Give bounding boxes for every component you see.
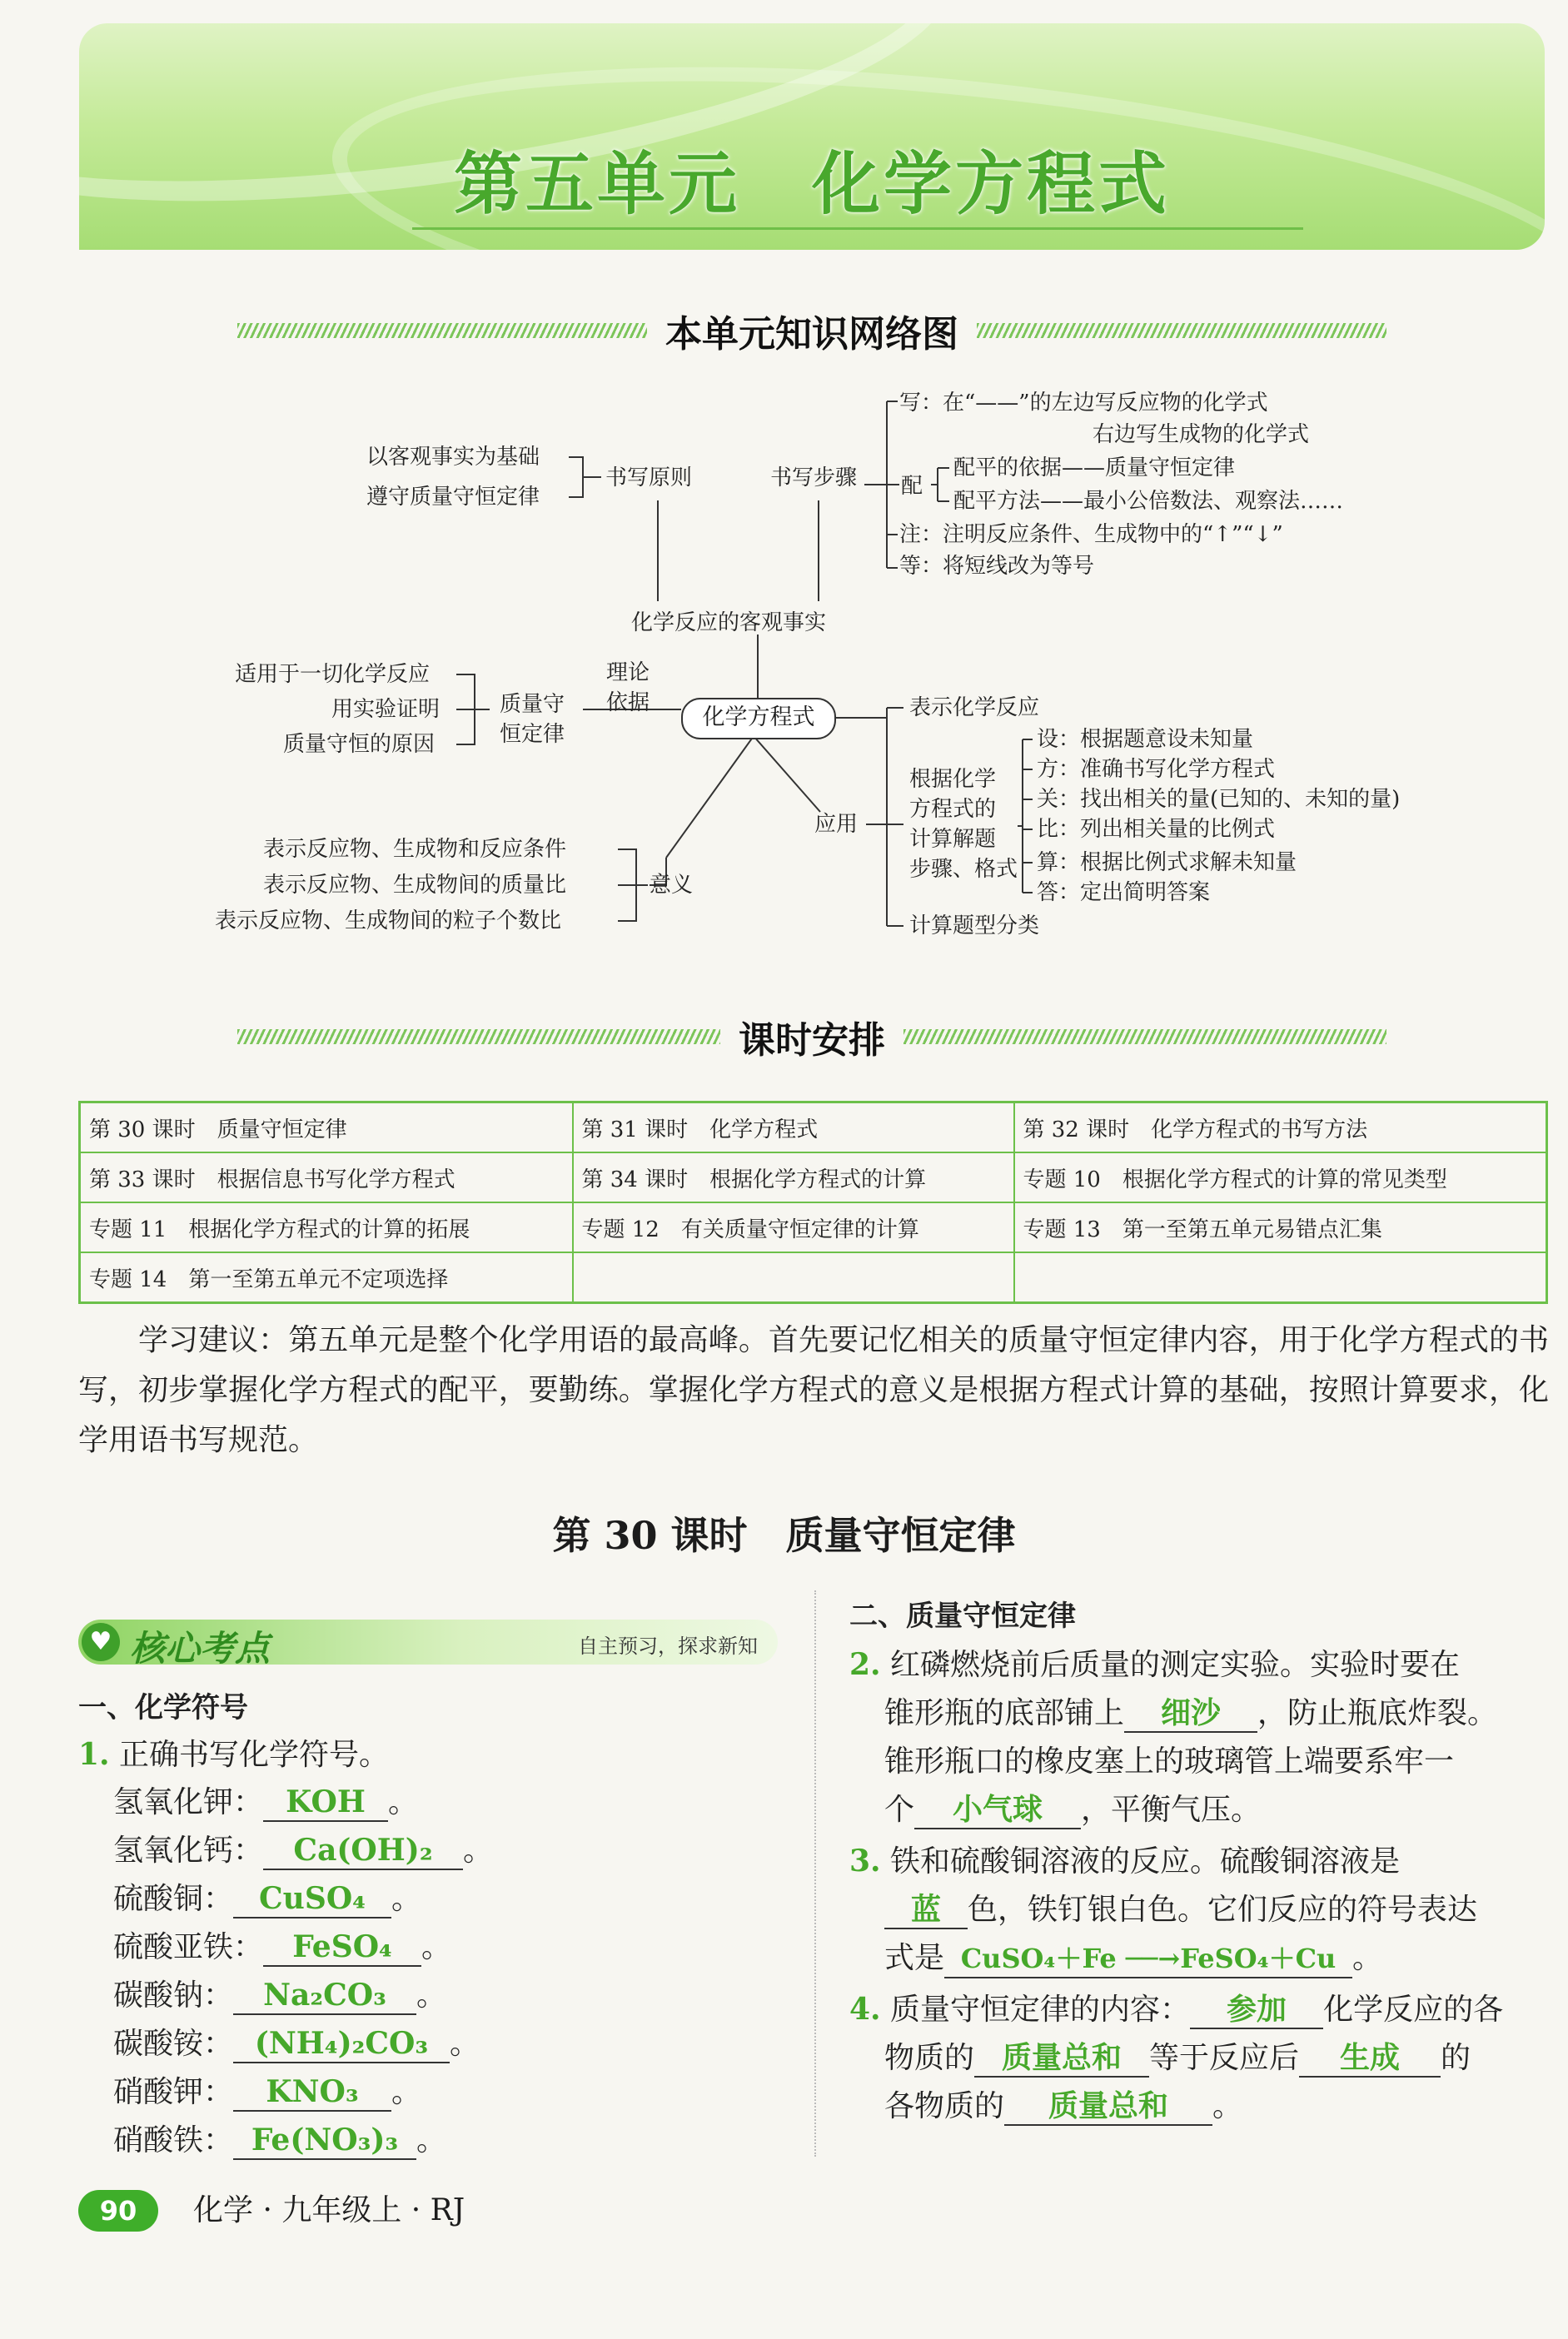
schedule-table xyxy=(78,1101,1548,1304)
schedule-cell xyxy=(1014,1252,1547,1303)
punct: 。 xyxy=(391,2075,422,2109)
meaning-item: 表示反应物、生成物间的粒子个数比 xyxy=(215,908,562,933)
page-number: 90 xyxy=(78,2190,158,2232)
conservation-item: 质量守恒的原因 xyxy=(283,732,436,757)
q2-text: 锥形瓶的底部铺上 xyxy=(884,1696,1125,1730)
schedule-cell: 第 32 课时 化学方程式的书写方法 xyxy=(1014,1102,1547,1153)
q2-number: 2. xyxy=(849,1647,881,1682)
calc-step: 方：准确书写化学方程式 xyxy=(1037,757,1276,782)
balance-item: 配平的依据——质量守恒定律 xyxy=(953,455,1236,480)
punct: 。 xyxy=(463,1834,494,1868)
q1-answers xyxy=(113,1779,493,2165)
q3-text: 。 xyxy=(1352,1941,1383,1975)
q2-text: ，防止瓶底炸裂。 xyxy=(1257,1696,1498,1730)
q4-text: 。 xyxy=(1212,2089,1243,2123)
q4 xyxy=(849,1985,1549,2131)
formula-label: 硫酸亚铁： xyxy=(113,1930,264,1964)
calc-label: 方程式的 xyxy=(909,797,997,822)
answer-blank: 细沙 xyxy=(1124,1695,1257,1733)
write-step-line2: 右边写生成物的化学式 xyxy=(1093,422,1310,447)
core-sub: 自主预习，探求新知 xyxy=(578,1635,758,1658)
schedule-cell: 第 34 课时 根据化学方程式的计算 xyxy=(573,1152,1014,1202)
core-bar xyxy=(78,1620,778,1669)
conservation-item: 适用于一切化学反应 xyxy=(235,662,431,687)
list-item xyxy=(113,1827,493,1875)
list-item xyxy=(113,1923,493,1972)
write-steps-label: 书写步骤 xyxy=(770,465,858,490)
q3-number: 3. xyxy=(849,1844,881,1879)
schedule-cell: 第 31 课时 化学方程式 xyxy=(573,1102,1014,1153)
answer-blank: 生成 xyxy=(1299,2039,1441,2078)
core-badge: 核心考点 xyxy=(130,1628,271,1669)
conservation-item: 用实验证明 xyxy=(331,697,441,722)
schedule-heading-text: 课时安排 xyxy=(739,1019,885,1062)
list-item xyxy=(113,1779,493,1827)
calc-label: 步骤、格式 xyxy=(909,857,1018,882)
note-step: 注：注明反应条件、生成物中的“↑”“↓” xyxy=(899,522,1283,547)
formula-answer: (NH₄)₂CO₃ xyxy=(233,2025,450,2063)
punct: 。 xyxy=(421,1930,452,1964)
schedule-cell xyxy=(573,1252,1014,1303)
q2-text: 红磷燃烧前后质量的测定实验。实验时要在 xyxy=(890,1648,1461,1682)
schedule-cell: 专题 10 根据化学方程式的计算的常见类型 xyxy=(1014,1152,1547,1202)
formula-label: 氢氧化钙： xyxy=(113,1834,264,1868)
study-advice: 学习建议：第五单元是整个化学用语的最高峰。首先要记忆相关的质量守恒定律内容，用于化学方程式的书写，初步掌握化学方程式的配平，要勤练。掌握化学方程式的意义是根据方程式计算的基础，按照计算要求，化学用语书写规范。 xyxy=(78,1323,1549,1457)
center-node: 化学方程式 xyxy=(681,698,836,739)
application-label: 应用 xyxy=(814,812,859,837)
principle-item: 以客观事实为基础 xyxy=(366,445,540,470)
list-item xyxy=(113,1875,493,1923)
conservation-label: 恒定律 xyxy=(500,722,565,747)
equal-step: 等：将短线改为等号 xyxy=(899,554,1095,579)
table-row xyxy=(80,1152,1547,1202)
q3-text: 铁和硫酸铜溶液的反应。硫酸铜溶液是 xyxy=(890,1844,1401,1879)
answer-blank: 小气球 xyxy=(914,1791,1081,1829)
meaning-label: 意义 xyxy=(650,873,694,898)
unit-title: 第五单元 化学方程式 xyxy=(453,145,1170,224)
calc-step: 比：列出相关量的比例式 xyxy=(1037,817,1276,842)
answer-blank: 蓝 xyxy=(884,1891,968,1929)
formula-label: 硫酸铜： xyxy=(113,1882,234,1916)
application-bottom: 计算题型分类 xyxy=(909,913,1040,938)
q4-text: 质量守恒定律的内容： xyxy=(890,1993,1191,2027)
answer-blank: 质量总和 xyxy=(1004,2088,1212,2126)
formula-answer: Ca(OH)₂ xyxy=(263,1832,463,1870)
schedule-cell: 第 33 课时 根据信息书写化学方程式 xyxy=(80,1152,573,1202)
q2-text: ，平衡气压。 xyxy=(1081,1793,1262,1827)
q4-text: 物质的 xyxy=(884,2041,975,2075)
principle-item: 遵守质量守恒定律 xyxy=(366,485,540,510)
formula-label: 硝酸铁： xyxy=(113,2123,234,2157)
formula-answer: Na₂CO₃ xyxy=(233,1977,416,2015)
balance-item: 配平方法——最小公倍数法、观察法…… xyxy=(953,489,1344,514)
schedule-cell: 专题 13 第一至第五单元易错点汇集 xyxy=(1014,1202,1547,1252)
formula-answer: KOH xyxy=(263,1784,388,1822)
column-divider xyxy=(814,1590,816,2157)
formula-label: 碳酸铵： xyxy=(113,2027,234,2061)
calc-label: 计算解题 xyxy=(909,827,997,852)
application-top: 表示化学反应 xyxy=(909,695,1040,720)
q2-text: 锥形瓶口的橡皮塞上的玻璃管上端要系牢一 xyxy=(884,1744,1455,1779)
calc-step: 设：根据题意设未知量 xyxy=(1037,727,1254,752)
calc-step: 关：找出相关的量(已知的、未知的量) xyxy=(1037,787,1401,812)
balance-label: 配 xyxy=(901,474,923,499)
q1-text: 正确书写化学符号。 xyxy=(119,1738,390,1772)
q3-text: 色，铁钉银白色。它们反应的符号表达 xyxy=(968,1893,1478,1927)
list-item xyxy=(113,2020,493,2068)
q4-text: 各物质的 xyxy=(884,2089,1005,2123)
schedule-cell: 专题 12 有关质量守恒定律的计算 xyxy=(573,1202,1014,1252)
list-item xyxy=(113,2068,493,2117)
answer-blank: 质量总和 xyxy=(974,2039,1149,2078)
part1-title: 一、化学符号 xyxy=(78,1691,248,1724)
network-heading-text: 本单元知识网络图 xyxy=(665,313,958,356)
punct: 。 xyxy=(388,1785,419,1819)
theory-basis: 理论 xyxy=(606,660,650,685)
q1-number: 1. xyxy=(78,1737,110,1772)
q3-text: 式是 xyxy=(884,1941,945,1975)
q4-text: 等于反应后 xyxy=(1149,2041,1300,2075)
list-item xyxy=(113,2117,493,2165)
punct: 。 xyxy=(416,1978,447,2013)
write-step-line1: 写：在“——”的左边写反应物的化学式 xyxy=(899,391,1268,416)
calc-step: 算：根据比例式求解未知量 xyxy=(1037,850,1297,875)
lesson-title: 第 30 课时 质量守恒定律 xyxy=(552,1513,1016,1558)
punct: 。 xyxy=(416,2123,447,2157)
formula-answer: Fe(NO₃)₃ xyxy=(233,2122,416,2160)
formula-label: 碳酸钠： xyxy=(113,1978,234,2013)
footer-text: 化学 · 九年级上 · RJ xyxy=(193,2193,465,2227)
meaning-item: 表示反应物、生成物和反应条件 xyxy=(263,837,567,862)
table-row xyxy=(80,1252,1547,1303)
write-principle-label: 书写原则 xyxy=(605,465,693,490)
part2-title: 二、质量守恒定律 xyxy=(849,1600,1076,1633)
list-item xyxy=(113,1972,493,2020)
q4-text: 的 xyxy=(1441,2041,1471,2075)
theory-basis: 依据 xyxy=(606,690,650,715)
calc-label: 根据化学 xyxy=(909,767,997,792)
q4-text: 化学反应的各 xyxy=(1323,1993,1504,2027)
conservation-label: 质量守 xyxy=(500,692,565,717)
formula-answer: FeSO₄ xyxy=(263,1928,421,1967)
table-row xyxy=(80,1202,1547,1252)
q2 xyxy=(849,1640,1549,1834)
answer-blank: 参加 xyxy=(1190,1991,1323,2029)
schedule-heading xyxy=(237,1008,1386,1066)
schedule-cell: 第 30 课时 质量守恒定律 xyxy=(80,1102,573,1153)
formula-answer: KNO₃ xyxy=(233,2073,391,2112)
schedule-cell: 专题 14 第一至第五单元不定项选择 xyxy=(80,1252,573,1303)
punct: 。 xyxy=(391,1882,422,1916)
formula-label: 硝酸钾： xyxy=(113,2075,234,2109)
formula-label: 氢氧化钾： xyxy=(113,1785,264,1819)
schedule-cell: 专题 11 根据化学方程式的计算的拓展 xyxy=(80,1202,573,1252)
meaning-item: 表示反应物、生成物间的质量比 xyxy=(263,873,567,898)
q3 xyxy=(849,1837,1549,1983)
answer-blank: CuSO₄＋Fe ──→FeSO₄＋Cu xyxy=(944,1940,1352,1978)
formula-answer: CuSO₄ xyxy=(233,1880,391,1918)
calc-step: 答：定出简明答案 xyxy=(1037,880,1211,905)
q2-text: 个 xyxy=(884,1793,915,1827)
table-row xyxy=(80,1102,1547,1153)
heart-icon: ♥ xyxy=(82,1623,120,1661)
q1 xyxy=(78,1730,389,1779)
q4-number: 4. xyxy=(849,1992,881,2027)
punct: 。 xyxy=(450,2027,480,2061)
objective-fact: 化学反应的客观事实 xyxy=(631,610,827,635)
